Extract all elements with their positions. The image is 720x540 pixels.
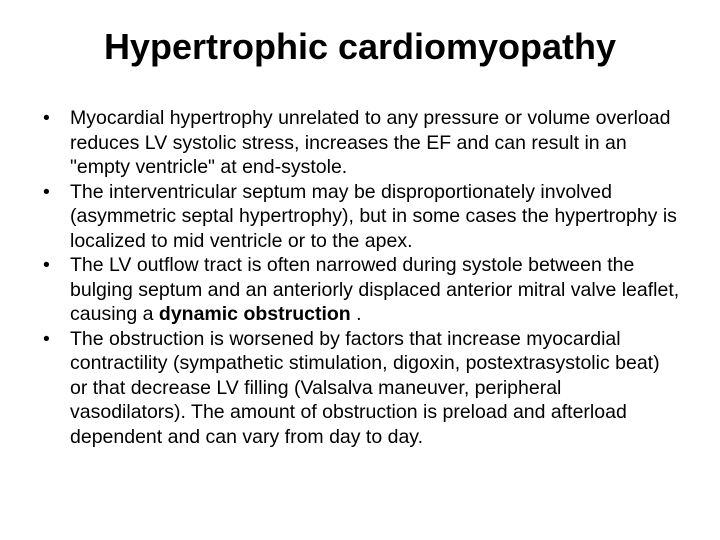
bullet-dot-icon: • bbox=[43, 180, 50, 203]
bullet-item-2 bbox=[42, 180, 682, 254]
bullet-text: Myocardial hypertrophy unrelated to any pressure or volume overload reduces LV systolic stress, increases the EF and can result in an "empty ventricle" at end-systole. bbox=[70, 107, 671, 178]
bullet-dot-icon: • bbox=[43, 107, 50, 129]
bullet-text: The interventricular septum may be disproportionately involved (asymmetric septal hypertrophy), but in some cases the hypertrophy is localized to mid ventricle or to the apex. bbox=[70, 180, 677, 252]
bullet-dot-icon: • bbox=[43, 327, 50, 350]
bullet-item-1 bbox=[42, 106, 682, 180]
bullet-text-after: . bbox=[350, 303, 362, 325]
bullet-text: The obstruction is worsened by factors that increase myocardial contractility (sympathetic stimulation, digoxin, postextrasystolic beat) or that decrease LV filling (Valsalva maneuver, peripheral vasodilators). The amount of obstruction is preload and afterload dependent and can vary from day to day. bbox=[70, 327, 660, 448]
bullet-list bbox=[42, 106, 682, 449]
bullet-text bbox=[70, 253, 682, 327]
slide-title: Hypertrophic cardiomyopathy bbox=[103, 26, 617, 67]
bullet-dot-icon: • bbox=[43, 254, 50, 276]
bullet-text-bold: dynamic obstruction bbox=[158, 303, 351, 325]
bullet-item-3 bbox=[42, 253, 682, 327]
bullet-text-before: The LV outflow tract is often narrowed during systole between the bulging septum and an anteriorly displaced anterior mitral valve leaflet, causing a bbox=[70, 254, 680, 325]
bullet-item-4 bbox=[42, 327, 682, 450]
